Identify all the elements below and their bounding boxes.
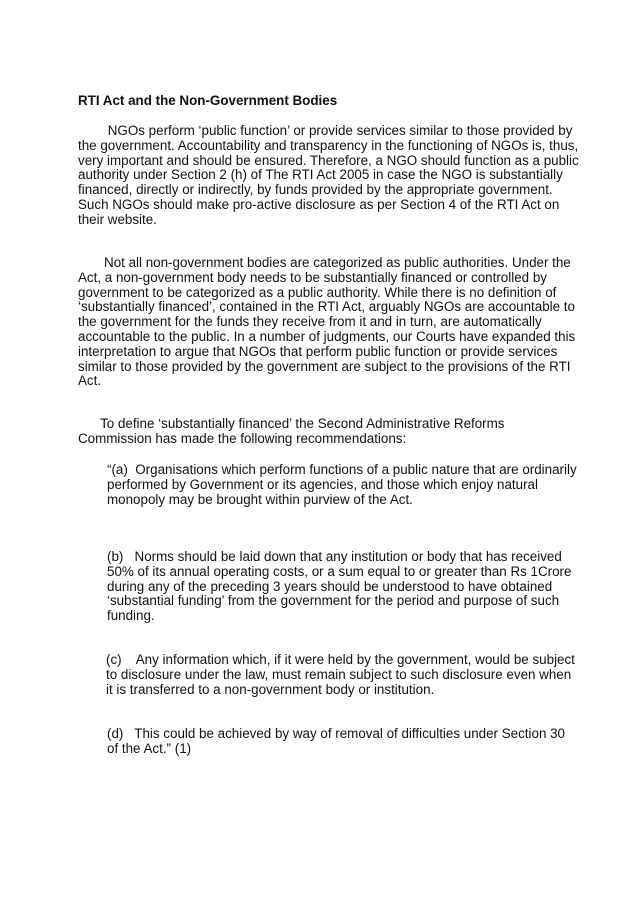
text-line: Not all non-government bodies are categorized as public authorities. Under the xyxy=(78,255,571,270)
recommendation-b xyxy=(107,550,571,624)
text-line: ‘substantially financed’, contained in the RTI Act, arguably NGOs are accountable to xyxy=(78,299,575,315)
paragraph-non-government-bodies xyxy=(78,256,575,389)
text-line: Act, a non-government body needs to be substantially financed or controlled by xyxy=(78,269,547,285)
text-line: financed, directly or indirectly, by funds provided by the appropriate government. xyxy=(78,182,553,198)
text-line: government to be categorized as a public authority. While there is no definition of xyxy=(78,284,557,300)
text-line: Act. xyxy=(78,373,102,389)
text-line: to disclosure under the law, must remain subject to such disclosure even when xyxy=(106,666,572,682)
text-line: monopoly may be brought within purview of the Act. xyxy=(107,491,413,507)
text-line: Commission has made the following recommendations: xyxy=(78,430,407,446)
paragraph-ngos-public-function xyxy=(78,124,579,228)
text-line: performed by Government or its agencies, and those which enjoy natural xyxy=(107,476,538,492)
text-line: very important and should be ensured. Therefore, a NGO should function as a public xyxy=(78,152,579,168)
text-line: during any of the preceding 3 years should be understood to have obtained xyxy=(107,578,553,594)
text-line: the government for the funds they receive from it and in turn, are automatically xyxy=(78,314,542,330)
paragraph-recommendations-intro xyxy=(78,417,505,447)
text-line: interpretation to argue that NGOs that perform public function or provide services xyxy=(78,343,558,359)
text-line: it is transferred to a non-government body or institution. xyxy=(106,681,435,697)
text-line: of the Act.” (1) xyxy=(107,740,192,756)
text-line: the government. Accountability and transparency in the functioning of NGOs is, thus, xyxy=(78,137,579,153)
text-line: To define ‘substantially financed’ the Second Administrative Reforms xyxy=(78,416,505,431)
recommendation-d xyxy=(107,727,565,757)
document-title: RTI Act and the Non-Government Bodies xyxy=(78,93,338,108)
text-line: “(a) Organisations which perform functions of a public nature that are ordinarily xyxy=(107,462,577,477)
text-line: authority under Section 2 (h) of The RTI Act 2005 in case the NGO is substantially xyxy=(78,167,563,183)
text-line: their website. xyxy=(78,211,157,227)
text-line: (d) This could be achieved by way of removal of difficulties under Section 30 xyxy=(107,726,566,741)
text-line: 50% of its annual operating costs, or a sum equal to or greater than Rs 1Crore xyxy=(107,563,572,579)
recommendation-c xyxy=(106,653,575,697)
text-line: NGOs perform ‘public function’ or provide services similar to those provided by xyxy=(78,123,573,138)
text-line: funding. xyxy=(107,608,155,624)
text-line: Such NGOs should make pro-active disclosure as per Section 4 of the RTI Act on xyxy=(78,196,560,212)
text-line: ‘substantial funding’ from the government for the period and purpose of such xyxy=(107,593,560,609)
text-line: accountable to the public. In a number of judgments, our Courts have expanded this xyxy=(78,328,576,344)
text-line: (b) Norms should be laid down that any institution or body that has received xyxy=(107,549,562,564)
recommendation-a xyxy=(107,463,577,507)
text-line: (c) Any information which, if it were held by the government, would be subject xyxy=(106,652,575,667)
text-line: similar to those provided by the government are subject to the provisions of the RTI xyxy=(78,358,571,374)
